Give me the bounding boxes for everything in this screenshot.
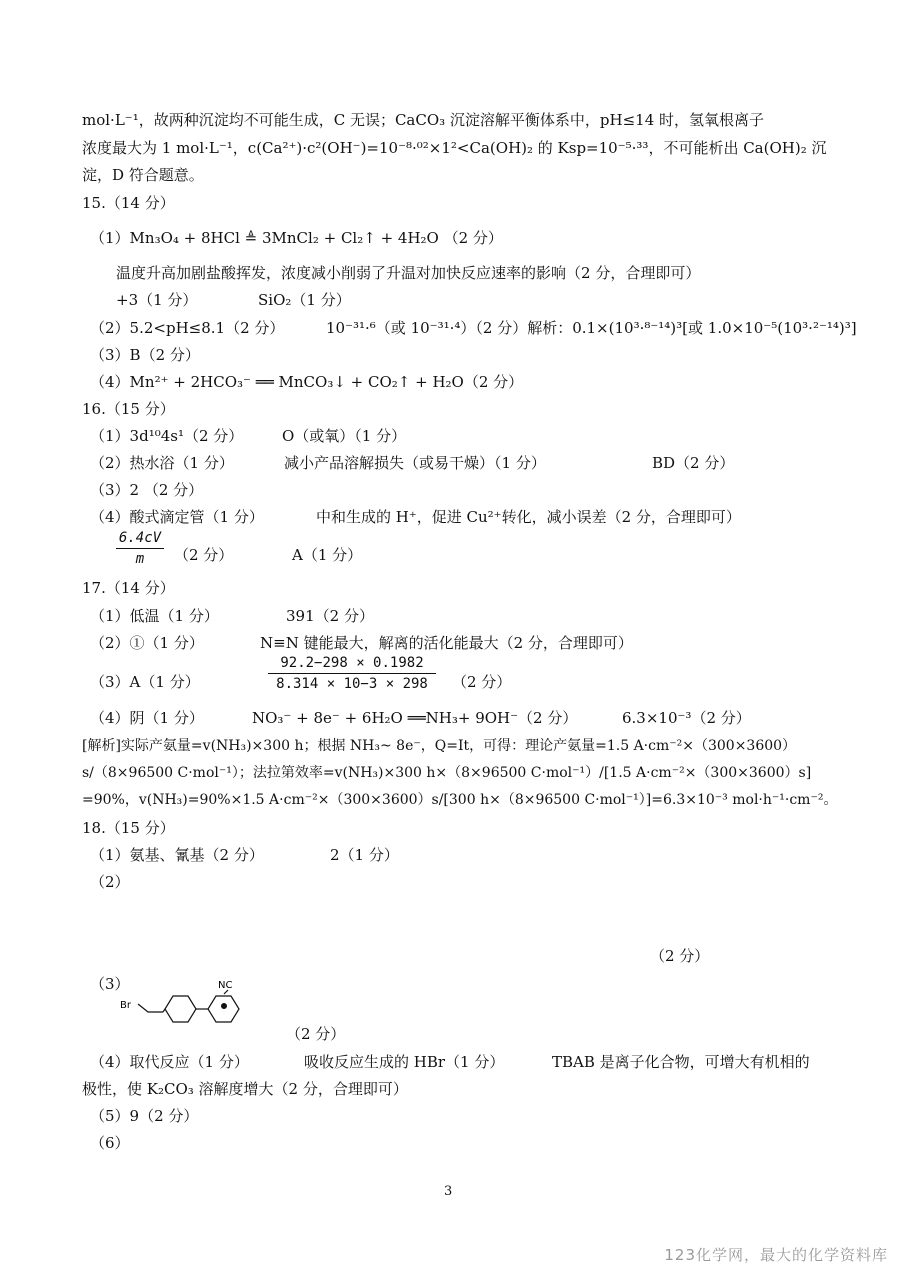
q15-answer-3: （3）B（2 分） (90, 346, 200, 364)
q18-answer-1-groups: （1）氨基、氰基（2 分） (90, 846, 264, 864)
q16-fraction-denominator: m (135, 551, 145, 567)
q15-answer-1: （1）Mn₃O₄ + 8HCl ≜ 3MnCl₂ + Cl₂↑ + 4H₂O （2 分） (90, 229, 503, 247)
q18-answer-4-role: 吸收反应生成的 HBr（1 分） (304, 1053, 505, 1071)
continued-line-3: 淀，D 符合题意。 (82, 166, 204, 184)
q18-answer-2-score: （2 分） (650, 947, 710, 965)
q18-structure-diagram (118, 972, 278, 1042)
nitrile-label: NC (218, 980, 233, 991)
q18-answer-5: （5）9（2 分） (90, 1107, 199, 1125)
q17-answer-3-choice: （3）A（1 分） (90, 673, 200, 691)
q18-answer-6: （6） (90, 1134, 130, 1152)
q17-explanation-1: [解析]实际产氨量=v(NH₃)×300 h；根据 NH₃~ 8e⁻，Q=It，可得：理论产氨量=1.5 A·cm⁻²×（300×3600） (82, 738, 797, 754)
watermark: 123化学网，最大的化学资料库 (664, 1246, 888, 1264)
ring-bond (163, 1009, 165, 1012)
continued-line-2: 浓度最大为 1 mol·L⁻¹，c(Ca²⁺)·c²(OH⁻)=10⁻⁸·⁰²×1²<Ca(OH)₂ 的 Ksp=10⁻⁵·³³，不可能析出 Ca(OH)₂ 沉 (82, 139, 827, 157)
continued-line-1: mol·L⁻¹，故两种沉淀均不可能生成，C 无误；CaCO₃ 沉淀溶解平衡体系中，pH≤14 时，氢氧根离子 (82, 111, 765, 129)
q17-explanation-2: s/（8×96500 C·mol⁻¹）；法拉第效率=v(NH₃)×300 h×（8×96500 C·mol⁻¹）/[1.5 A·cm⁻²×（300×3600）s] (82, 765, 812, 781)
q17-answer-4-equation: NO₃⁻ + 8e⁻ + 6H₂O ══NH₃+ 9OH⁻（2 分） (252, 709, 578, 727)
page-number: 3 (444, 1184, 453, 1199)
q16-answer-2-method: （2）热水浴（1 分） (90, 454, 234, 472)
q17-answer-4-electrode: （4）阴（1 分） (90, 709, 204, 727)
q18-answer-4-type: （4）取代反应（1 分） (90, 1053, 249, 1071)
q16-answer-2-choice: BD（2 分） (652, 454, 735, 472)
q15-answer-4: （4）Mn²⁺ + 2HCO₃⁻ ══ MnCO₃↓ + CO₂↑ + H₂O（2 分） (90, 373, 524, 391)
q17-fraction-numerator: 92.2−298 × 0.1982 (280, 655, 424, 671)
q17-answer-1-value: 391（2 分） (286, 607, 374, 625)
q16-answer-4-burette: （4）酸式滴定管（1 分） (90, 508, 264, 526)
q16-answer-4-choice: A（1 分） (292, 546, 363, 564)
bromomethyl-bond (138, 1004, 163, 1012)
q15-answer-2-ksp: 10⁻³¹·⁶（或 10⁻³¹·⁴）（2 分）解析：0.1×(10³·⁸⁻¹⁴)³[或 1.0×10⁻⁵(10³·²⁻¹⁴)³] (326, 319, 857, 337)
q16-answer-4-score: （2 分） (174, 546, 234, 564)
q17-answer-2-choice: （2）①（1 分） (90, 634, 204, 652)
q16-header: 16.（15 分） (82, 400, 175, 418)
q18-answer-3: （3） (90, 975, 130, 993)
q16-fraction-numerator: 6.4cV (118, 530, 162, 546)
q18-answer-4-continued: 极性，使 K₂CO₃ 溶解度增大（2 分，合理即可） (82, 1080, 408, 1098)
q17-fraction (268, 655, 436, 692)
q16-answer-3: （3）2 （2 分） (90, 481, 204, 499)
benzene-ring-1 (165, 996, 196, 1022)
q16-answer-4-reason: 中和生成的 H⁺，促进 Cu²⁺转化，减小误差（2 分，合理即可） (316, 508, 741, 526)
bromine-label: Br (120, 1000, 131, 1011)
q16-answer-2-reason: 减小产品溶解损失（或易干燥）（1 分） (284, 454, 546, 472)
q16-fraction (116, 530, 164, 567)
q17-answer-2-reason: N≡N 键能最大，解离的活化能最大（2 分，合理即可） (260, 634, 633, 652)
q18-answer-1-count: 2（1 分） (330, 846, 399, 864)
q18-answer-2: （2） (90, 873, 130, 891)
q18-answer-4-tbab: TBAB 是离子化合物，可增大有机相的 (552, 1053, 810, 1071)
q15-answer-1-residue: SiO₂（1 分） (258, 291, 351, 309)
q18-header: 18.（15 分） (82, 819, 175, 837)
q16-answer-1-element: O（或氧）（1 分） (282, 427, 407, 445)
q17-fraction-denominator: 8.314 × 10−3 × 298 (276, 676, 428, 692)
q17-answer-1-condition: （1）低温（1 分） (90, 607, 219, 625)
fraction-bar (116, 548, 164, 549)
q17-answer-4-value: 6.3×10⁻³（2 分） (622, 709, 751, 727)
q17-answer-3-score: （2 分） (452, 673, 512, 691)
q18-answer-3-score: （2 分） (286, 1025, 346, 1043)
fraction-bar (268, 673, 436, 674)
q15-answer-1-valence: +3（1 分） (116, 291, 198, 309)
q16-answer-1-config: （1）3d¹⁰4s¹（2 分） (90, 427, 244, 445)
q17-header: 17.（14 分） (82, 579, 175, 597)
q15-header: 15.（14 分） (82, 194, 175, 212)
benzene-ring-2 (208, 996, 239, 1022)
q15-answer-2-ph: （2）5.2<pH≤8.1（2 分） (90, 319, 285, 337)
q15-answer-1-explanation: 温度升高加剧盐酸挥发，浓度减小削弱了升温对加快反应速率的影响（2 分，合理即可） (116, 264, 701, 282)
q17-explanation-3: =90%，v(NH₃)=90%×1.5 A·cm⁻²×（300×3600）s/[300 h×（8×96500 C·mol⁻¹）]=6.3×10⁻³ mol·h⁻¹·cm⁻²。 (82, 792, 838, 808)
ring-marker (221, 1003, 227, 1009)
